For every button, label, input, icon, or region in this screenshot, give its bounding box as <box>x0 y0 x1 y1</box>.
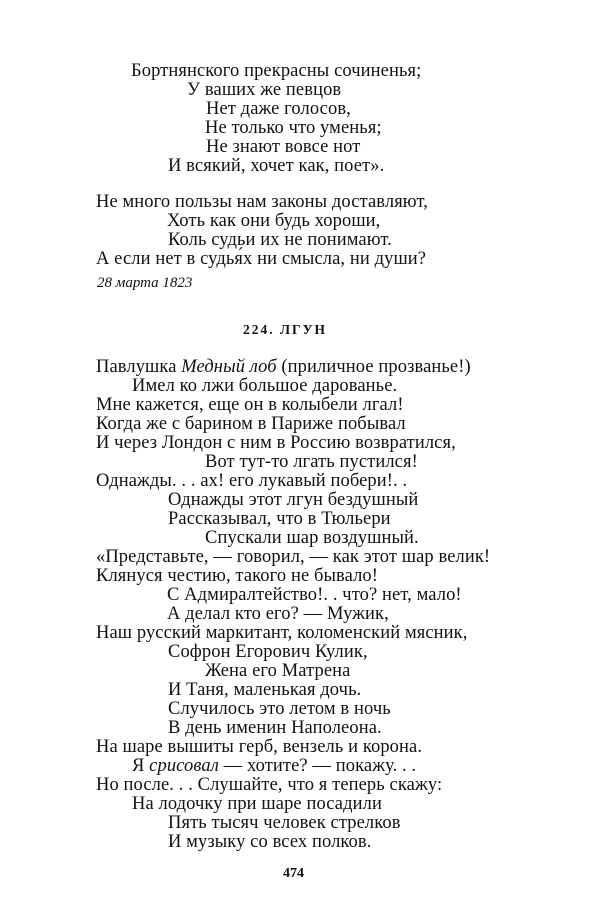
verse-line: «Представьте, — говорил, — как этот шар велик! <box>96 547 491 567</box>
verse-line: Клянуся честию, такого не бывало! <box>96 566 379 586</box>
verse-line: Нет даже голосов, <box>206 99 351 119</box>
verse-line: Случилось это летом в ночь <box>168 699 391 719</box>
poem-title: 224. ЛГУН <box>243 322 328 337</box>
verse-line: И всякий, хочет как, поет». <box>168 156 385 176</box>
verse-line: Когда же с барином в Париже побывал <box>96 414 406 434</box>
verse-line: И Таня, маленькая дочь. <box>168 680 362 700</box>
verse-line: Но после. . . Слушайте, что я теперь скажу: <box>96 775 443 795</box>
verse-line: Хоть как они будь хороши, <box>167 211 381 231</box>
verse-line: А если нет в судья́х ни смысла, ни души? <box>96 249 427 269</box>
verse-line: Спускали шар воздушный. <box>205 528 419 548</box>
verse-line: Вот тут-то лгать пустился! <box>205 452 418 472</box>
verse-line: В день именин Наполеона. <box>168 718 382 738</box>
verse-line: Однажды этот лгун бездушный <box>168 490 419 510</box>
verse-line: Мне кажется, еще он в колыбели лгал! <box>96 395 404 415</box>
verse-line: Софрон Егорович Кулик, <box>168 642 368 662</box>
page-number: 474 <box>283 866 304 881</box>
verse-line: Павлушка Медный лоб (приличное прозванье!) <box>96 357 471 377</box>
verse-line: Пять тысяч человек стрелков <box>168 813 401 833</box>
verse-line: С Адмиралтейство!. . что? нет, мало! <box>167 585 462 605</box>
verse-line: На шаре вышиты герб, вензель и корона. <box>96 737 423 757</box>
poem-date: 28 марта 1823 <box>97 275 193 291</box>
verse-line: На лодочку при шаре посадили <box>132 794 382 814</box>
verse-line: А делал кто его? — Мужик, <box>167 604 389 624</box>
verse-line: Не много пользы нам законы доставляют, <box>96 192 428 212</box>
verse-line: Коль судьи их не понимают. <box>168 230 392 250</box>
verse-line: Я срисовал — хотите? — покажу. . . <box>132 756 417 776</box>
verse-line: И музыку со всех полков. <box>168 832 372 852</box>
verse-line: Наш русский маркитант, коломенский мясник, <box>96 623 468 643</box>
verse-line: Бортнянского прекрасны сочиненья; <box>131 61 422 81</box>
verse-line: Имел ко лжи большое дарованье. <box>132 376 398 396</box>
verse-line: Рассказывал, что в Тюльери <box>168 509 391 529</box>
verse-line: Жена его Матрена <box>205 661 351 681</box>
verse-line: У ваших же певцов <box>187 80 342 100</box>
verse-line: Не знают вовсе нот <box>206 137 361 157</box>
verse-line: Не только что уменья; <box>205 118 382 138</box>
verse-line: Однажды. . . ах! его лукавый побери!. . <box>96 471 408 491</box>
verse-line: И через Лондон с ним в Россию возвратился, <box>96 433 456 453</box>
